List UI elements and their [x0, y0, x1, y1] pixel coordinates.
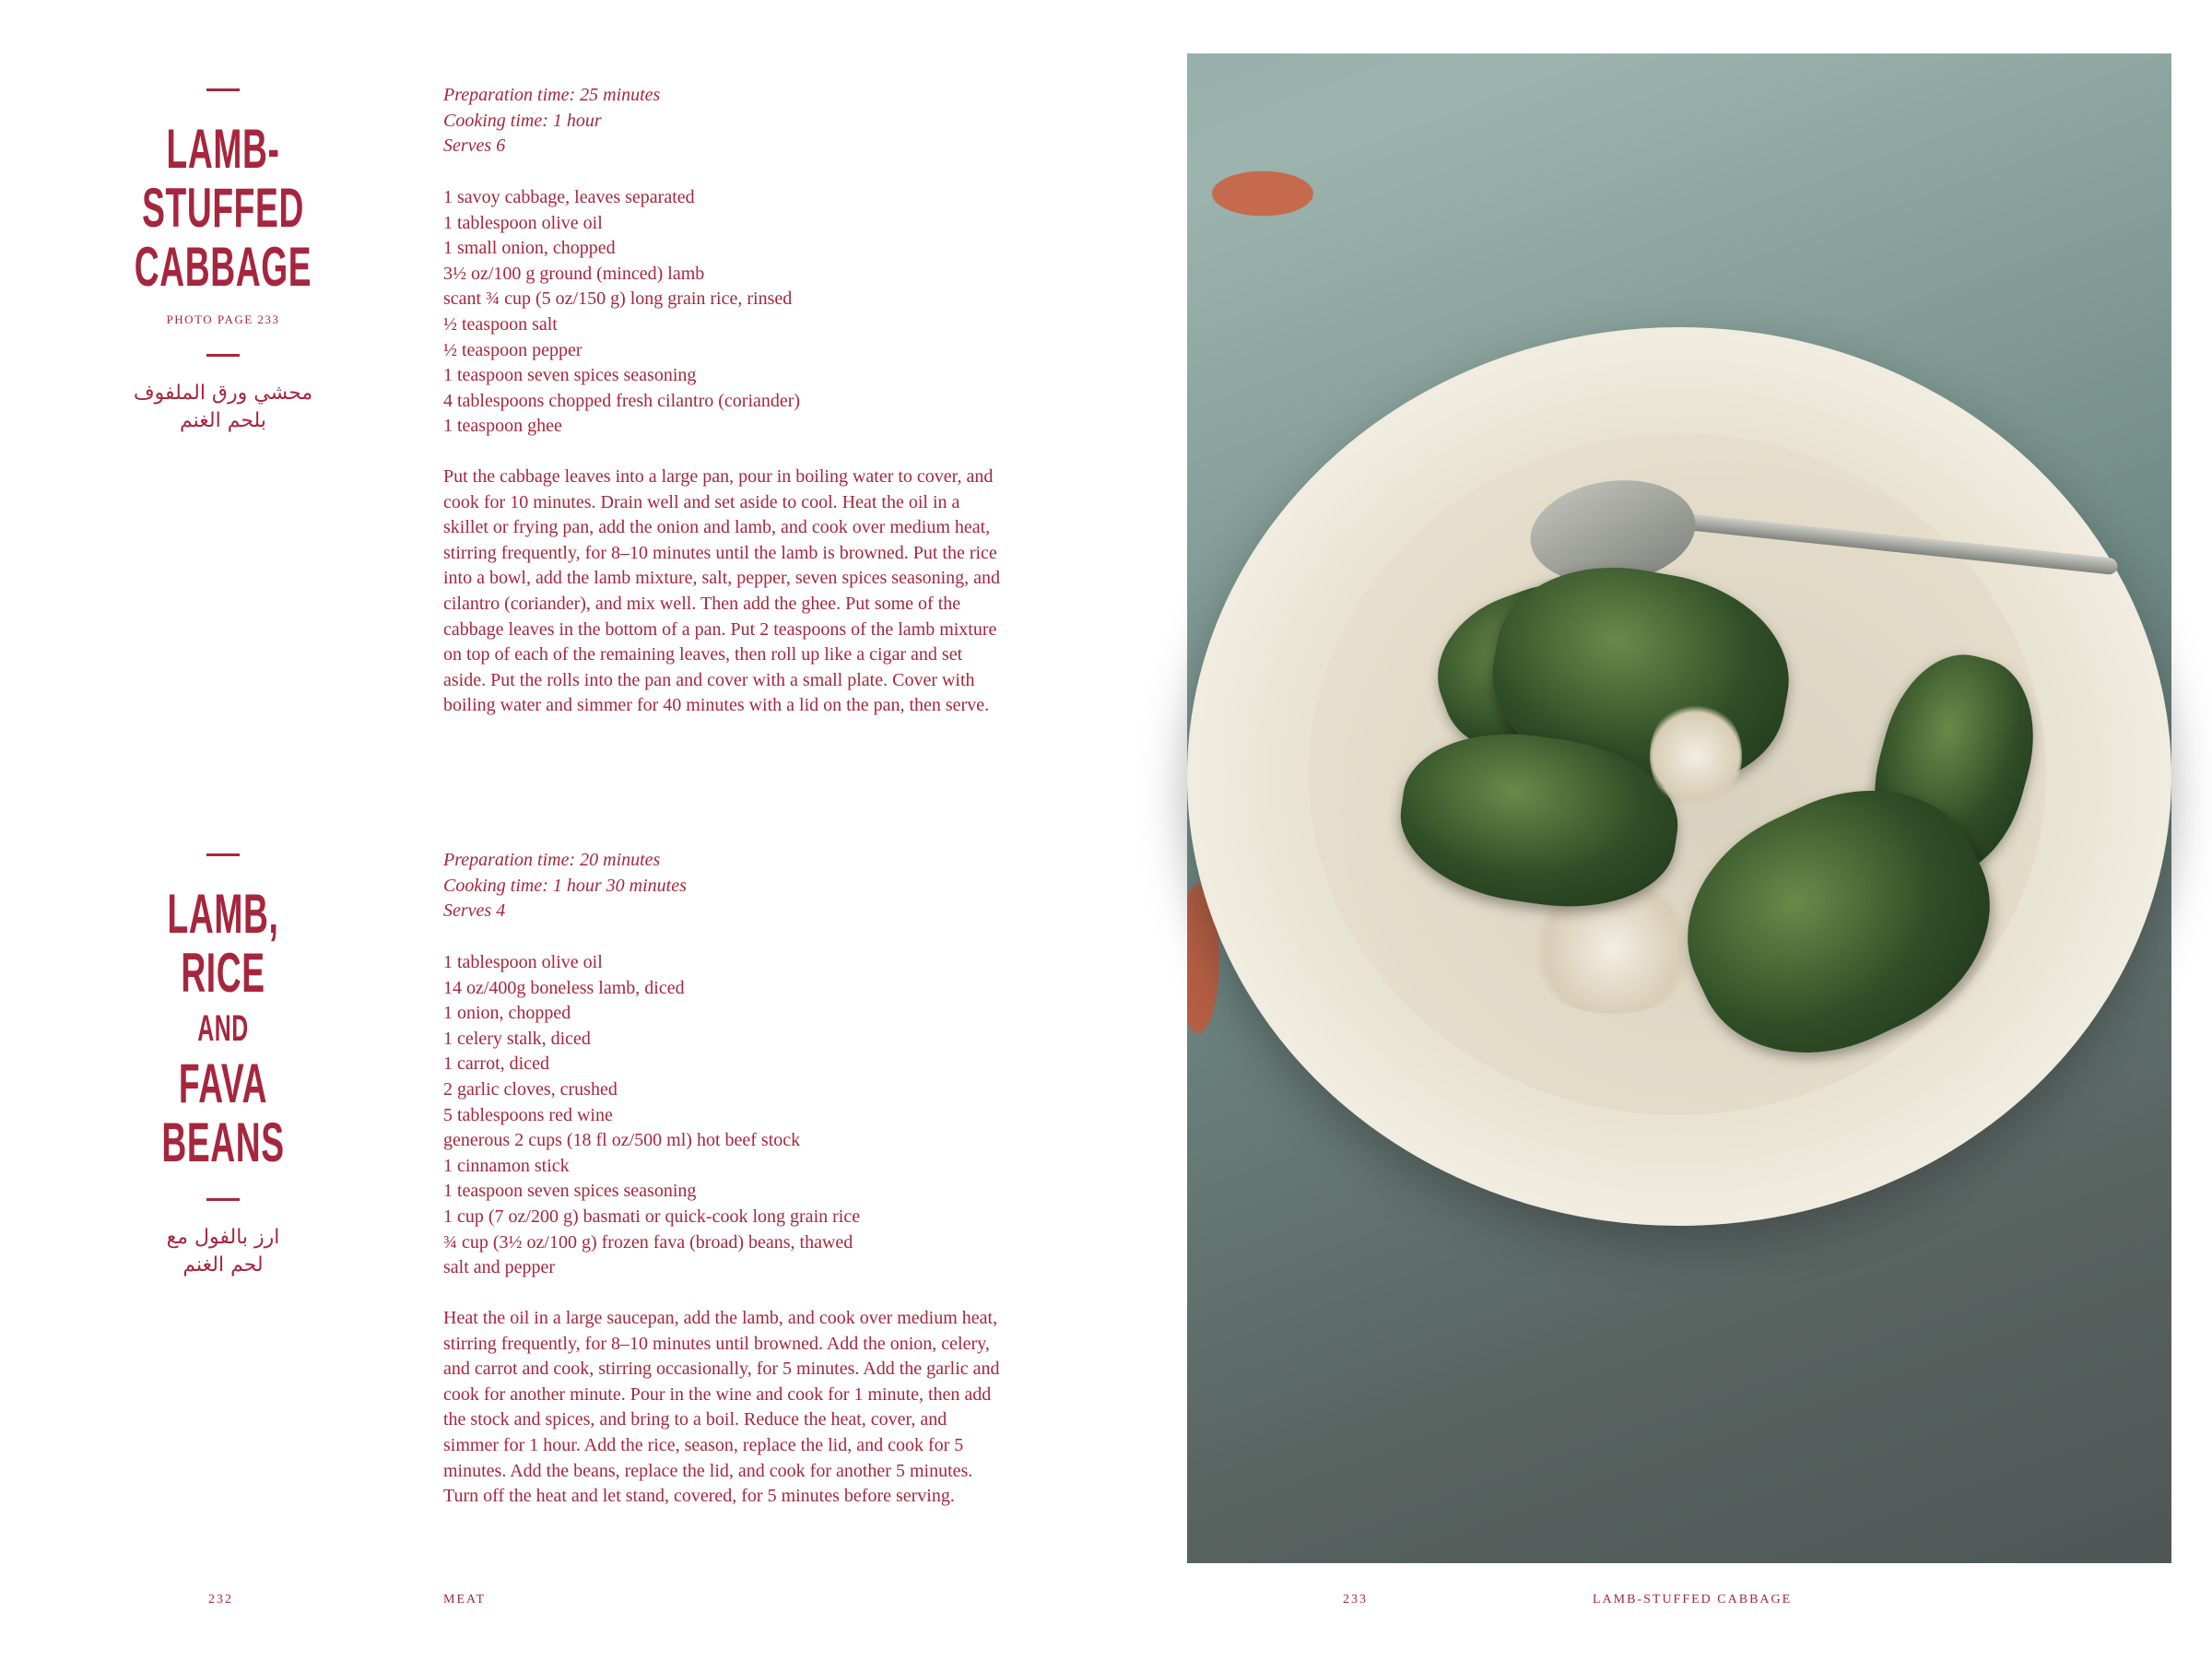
- method-text: Put the cabbage leaves into a large pan, pour in boiling water to cover, and cook for 10 minutes. Drain well and set aside to cool. Heat the oil in a skillet or frying pan, add the onion and lamb, and cook over medium heat, stirring frequently, for 8–10 minutes until the lamb is browned. Put the rice into a bowl, add the lamb mixture, salt, pepper, seven spices seasoning, and cilantro (coriander), and mix well. Then add the ghee. Put some of the cabbage leaves in the bottom of a pan. Put 2 teaspoons of the lamb mixture on top of each of the remaining leaves, then roll up like a cigar and set aside. Put the rolls into the pan and cover with a small plate. Cover with boiling water and simmer for 40 minutes with a lid on the pan, then serve.: [443, 466, 1001, 716]
- preparation-time: Preparation time: 20 minutes: [443, 850, 661, 870]
- rice: [1650, 700, 1742, 811]
- recipe-title: [126, 885, 321, 1172]
- ingredient: 1 cup (7 oz/200 g) basmati or quick-cook long grain rice: [443, 1206, 861, 1227]
- title-divider-bottom: [206, 354, 240, 357]
- ingredient: 2 garlic cloves, crushed: [443, 1078, 618, 1100]
- ingredient: ½ teaspoon salt: [443, 313, 558, 335]
- ingredient: 1 celery stalk, diced: [443, 1028, 591, 1049]
- arabic-title: [112, 1224, 334, 1279]
- title-line: CABBAGE: [134, 236, 312, 298]
- method-text: Heat the oil in a large saucepan, add the lamb, and cook over medium heat, stirring frequently, for 8–10 minutes until browned. Add the onion, celery, and carrot and cook, stirring occasionally, for 5 minutes. Add the garlic and cook for another minute. Pour in the wine and cook for 1 minute, then add the stock and spices, and bring to a boil. Reduce the heat, cover, and simmer for 1 hour. Add the rice, season, replace the lid, and cook for 5 minutes. Add the beans, replace the lid, and cook for another 5 minutes. Turn off the heat and let stand, covered, for 5 minutes before serving.: [443, 1308, 1000, 1507]
- left-running-head: MEAT: [443, 1593, 487, 1606]
- ingredient: 4 tablespoons chopped fresh cilantro (coriander): [443, 390, 801, 411]
- title-divider-top: [206, 853, 240, 856]
- title-line: LAMB-: [166, 118, 280, 180]
- ingredient: scant ¾ cup (5 oz/150 g) long grain rice, rinsed: [443, 288, 793, 310]
- preparation-time: Preparation time: 25 minutes: [443, 85, 661, 105]
- ingredient: 1 tablespoon olive oil: [443, 212, 603, 233]
- recipe-meta: [443, 83, 660, 159]
- right-page-number: 233: [1343, 1593, 1368, 1606]
- cooking-time: Cooking time: 1 hour: [443, 110, 602, 131]
- ingredient: 1 teaspoon seven spices seasoning: [443, 365, 697, 386]
- servings: Serves 6: [443, 135, 506, 157]
- arabic-line: ارز بالفول مع: [166, 1226, 280, 1249]
- ingredient: 1 cinnamon stick: [443, 1155, 570, 1176]
- title-line: FAVA: [178, 1053, 268, 1114]
- ingredient: 5 tablespoons red wine: [443, 1104, 613, 1125]
- cooking-time: Cooking time: 1 hour 30 minutes: [443, 875, 687, 896]
- recipe-meta: [443, 848, 687, 924]
- ingredient: ¾ cup (3½ oz/100 g) frozen fava (broad) beans, thawed: [443, 1231, 853, 1253]
- ingredient: 1 small onion, chopped: [443, 238, 616, 259]
- arabic-line: محشي ورق الملفوف: [133, 382, 313, 405]
- title-line: STUFFED: [142, 177, 304, 239]
- ingredient: 14 oz/400g boneless lamb, diced: [443, 977, 685, 998]
- ingredient: 1 tablespoon olive oil: [443, 952, 603, 972]
- title-line: RICE: [181, 942, 265, 1004]
- ingredient: 1 teaspoon ghee: [443, 416, 562, 437]
- arabic-title: [112, 380, 334, 435]
- title-line: LAMB,: [167, 883, 279, 945]
- servings: Serves 4: [443, 900, 506, 922]
- ingredient: salt and pepper: [443, 1257, 556, 1278]
- ingredient: 1 teaspoon seven spices seasoning: [443, 1181, 697, 1202]
- ingredient: 3½ oz/100 g ground (minced) lamb: [443, 263, 705, 284]
- ingredient-list: [443, 950, 860, 1281]
- ingredient: ½ teaspoon pepper: [443, 339, 582, 360]
- arabic-line: لحم الغنم: [182, 1253, 264, 1277]
- title-divider-bottom: [206, 1198, 240, 1201]
- photo-page-reference: PHOTO PAGE 233: [166, 312, 280, 326]
- ingredient: 1 onion, chopped: [443, 1003, 571, 1024]
- ingredient: 1 savoy cabbage, leaves separated: [443, 187, 695, 207]
- recipe-title: [126, 120, 321, 297]
- right-running-head: LAMB-STUFFED CABBAGE: [1593, 1593, 1793, 1606]
- title-line: BEANS: [161, 1112, 285, 1173]
- ingredient: 1 carrot, diced: [443, 1053, 549, 1075]
- ingredient: generous 2 cups (18 fl oz/500 ml) hot beef stock: [443, 1130, 801, 1151]
- title-line: AND: [197, 1008, 249, 1049]
- left-page-number: 232: [208, 1593, 233, 1606]
- title-divider-top: [206, 88, 240, 91]
- ingredient-list: [443, 185, 800, 440]
- arabic-line: بلحم الغنم: [180, 409, 266, 432]
